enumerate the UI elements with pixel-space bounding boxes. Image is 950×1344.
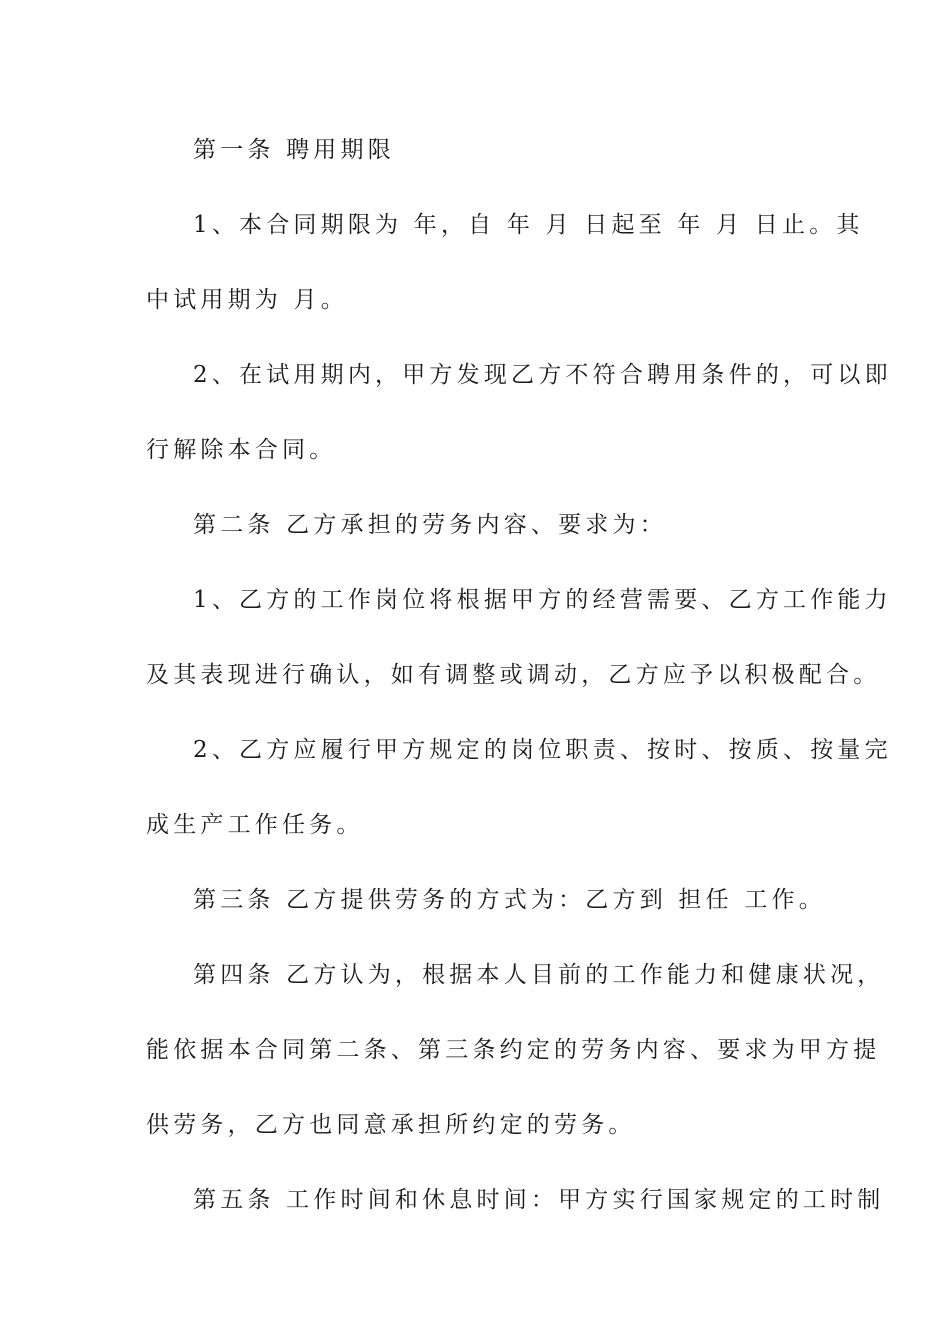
paragraph-line: 中试用期为 月。	[146, 287, 348, 313]
article-5-paragraph: 第五条 工作时间和休息时间：甲方实行国家规定的工时制	[193, 1187, 885, 1213]
paragraph-line: 成生产工作任务。	[146, 812, 364, 838]
paragraph-line: 行解除本合同。	[146, 437, 337, 463]
paragraph-line: 2、乙方应履行甲方规定的岗位职责、按时、按质、按量完	[193, 737, 892, 763]
article-4-paragraph: 第四条 乙方认为，根据本人目前的工作能力和健康状况，	[193, 962, 885, 988]
paragraph-line: 1、本合同期限为 年，自 年 月 日起至 年 月 日止。其	[193, 212, 864, 238]
article-2-heading: 第二条 乙方承担的劳务内容、要求为：	[193, 512, 667, 538]
article-3-paragraph: 第三条 乙方提供劳务的方式为：乙方到 担任 工作。	[193, 887, 826, 913]
paragraph-line: 2、在试用期内，甲方发现乙方不符合聘用条件的，可以即	[193, 362, 892, 388]
article-1-heading: 第一条 聘用期限	[193, 137, 395, 163]
paragraph-line: 能依据本合同第二条、第三条约定的劳务内容、要求为甲方提	[146, 1037, 881, 1063]
paragraph-line: 1、乙方的工作岗位将根据甲方的经营需要、乙方工作能力	[193, 587, 892, 613]
paragraph-line: 供劳务，乙方也同意承担所约定的劳务。	[146, 1112, 636, 1138]
paragraph-line: 及其表现进行确认，如有调整或调动，乙方应予以积极配合。	[146, 662, 881, 688]
